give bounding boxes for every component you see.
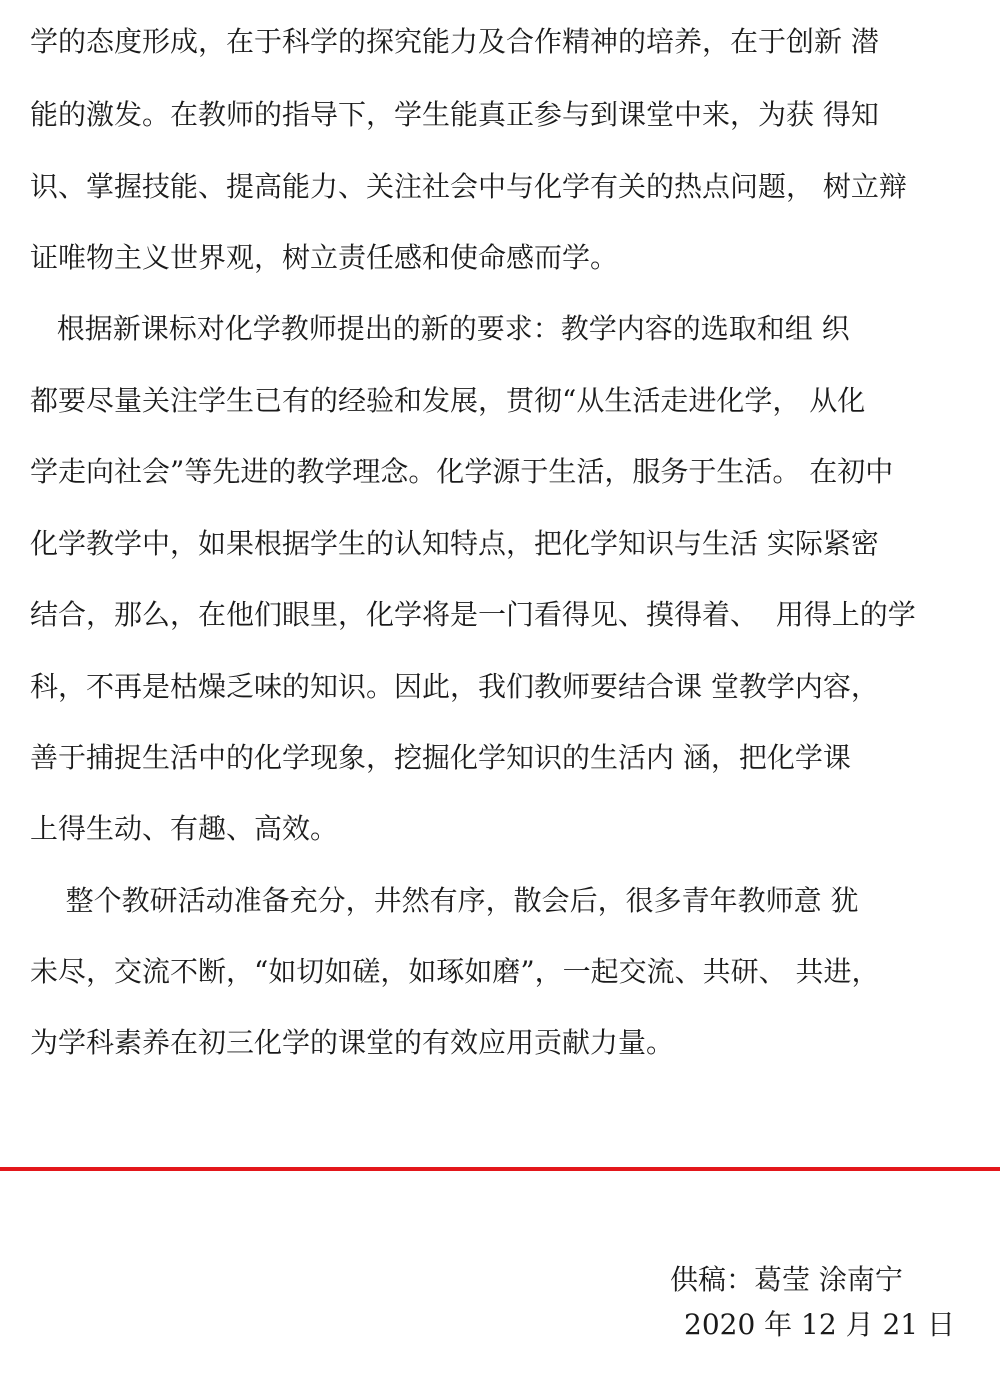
paragraph-1-line-1: 学的态度形成，在于科学的探究能力及合作精神的培养，在于创新 潜	[30, 25, 879, 58]
paragraph-2-line-2: 都要尽量关注学生已有的经验和发展，贯彻“从生活走进化学， 从化	[30, 384, 866, 417]
paragraph-3-line-1: 整个教研活动准备充分，井然有序，散会后，很多青年教师意 犹	[30, 884, 859, 917]
date-line: 2020 年 12 月 21 日	[684, 1308, 956, 1341]
paragraph-1-line-4: 证唯物主义世界观，树立责任感和使命感而学。	[30, 241, 619, 274]
paragraph-3-line-2: 未尽，交流不断，“如切如磋，如琢如磨”，一起交流、共研、 共进，	[30, 955, 880, 988]
paragraph-1-line-3: 识、掌握技能、提高能力、关注社会中与化学有关的热点问题， 树立辩	[30, 170, 907, 203]
paragraph-2-line-4: 化学教学中，如果根据学生的认知特点，把化学知识与生活 实际紧密	[30, 527, 879, 560]
paragraph-2-line-1: 根据新课标对化学教师提出的新的要求：教学内容的选取和组 织	[30, 312, 850, 345]
red-divider-line	[0, 1167, 1000, 1171]
paragraph-2-line-6: 科，不再是枯燥乏味的知识。因此，我们教师要结合课 堂教学内容，	[30, 670, 879, 703]
paragraph-3-line-3: 为学科素养在初三化学的课堂的有效应用贡献力量。	[30, 1026, 675, 1059]
paragraph-2-line-3: 学走向社会”等先进的教学理念。化学源于生活，服务于生活。 在初中	[30, 455, 894, 488]
paragraph-2-line-5: 结合，那么，在他们眼里，化学将是一门看得见、摸得着、 用得上的学	[30, 598, 916, 631]
paragraph-2-line-7: 善于捕捉生活中的化学现象，挖掘化学知识的生活内 涵，把化学课	[30, 741, 851, 774]
paragraph-1-line-2: 能的激发。在教师的指导下，学生能真正参与到课堂中来，为获 得知	[30, 98, 879, 131]
paragraph-2-line-8: 上得生动、有趣、高效。	[30, 812, 339, 845]
contributors-line: 供稿：葛莹 涂南宁	[670, 1263, 903, 1296]
